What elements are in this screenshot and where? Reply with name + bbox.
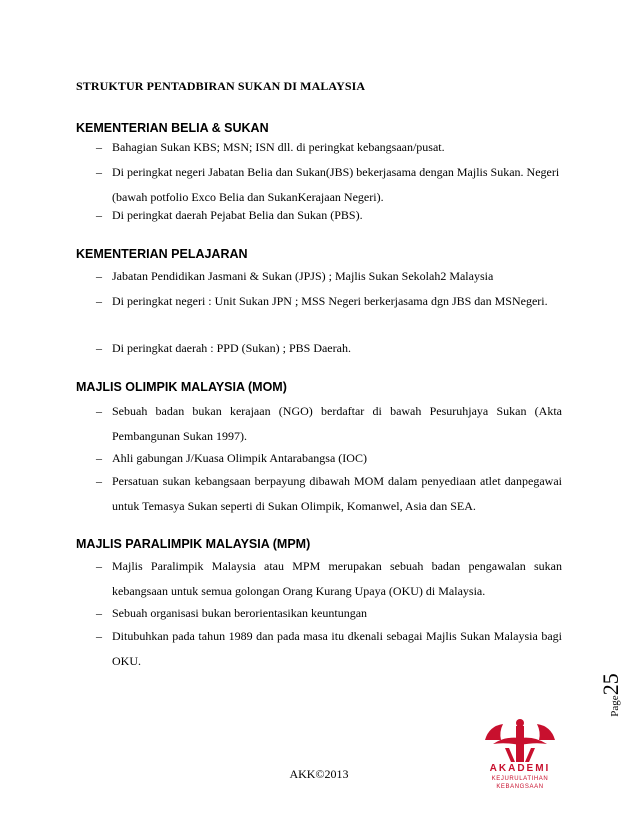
bullet-dash: –: [96, 140, 102, 154]
akademi-logo: [475, 718, 565, 798]
logo-line-3: KEBANGSAAN: [496, 784, 544, 790]
list-item: [96, 624, 562, 673]
list-item: [96, 203, 562, 228]
bullet-dash: –: [96, 269, 102, 283]
list-item-text: Sebuah organisasi bukan berorientasikan keuntungan: [112, 606, 368, 620]
list-item: [96, 446, 562, 471]
list-item-text: Ahli gabungan J/Kuasa Olimpik Antarabangsa (IOC): [112, 451, 367, 465]
bullet-dash: –: [96, 606, 102, 620]
bullet-dash: –: [96, 474, 102, 488]
page-number-value: 25: [598, 673, 623, 696]
list-item-text: Di peringkat daerah Pejabat Belia dan Sukan (PBS).: [112, 208, 363, 222]
list-item: [96, 336, 562, 361]
list-item-text: Bahagian Sukan KBS; MSN; ISN dll. di peringkat kebangsaan/pusat.: [112, 140, 445, 154]
list-item: [96, 264, 562, 289]
list-item-text: Jabatan Pendidikan Jasmani & Sukan (JPJS) ; Majlis Sukan Sekolah2 Malaysia: [112, 269, 494, 283]
section-heading-kbs: KEMENTERIAN BELIA & SUKAN: [76, 121, 269, 135]
bullet-dash: –: [96, 341, 102, 355]
bullet-dash: –: [96, 165, 102, 179]
list-item-text: Di peringkat daerah : PPD (Sukan) ; PBS Daerah.: [112, 341, 351, 355]
list-item-text: Di peringkat negeri : Unit Sukan JPN ; MSS Negeri berkerjasama dgn JBS dan MSNegeri.: [112, 294, 548, 308]
list-item: [96, 601, 562, 626]
list-item: [96, 554, 562, 603]
bullet-dash: –: [96, 559, 102, 573]
section-heading-kp: KEMENTERIAN PELAJARAN: [76, 247, 248, 261]
section-heading-mom: MAJLIS OLIMPIK MALAYSIA (MOM): [76, 380, 287, 394]
list-item-text: Di peringkat negeri Jabatan Belia dan Sukan(JBS) bekerjasama dengan Majlis Sukan. Negeri (bawah potfolio Exco Belia dan SukanKerajaan Negeri).: [112, 165, 560, 204]
list-item-text: Majlis Paralimpik Malaysia atau MPM merupakan sebuah badan pengawalan sukan kebangsaan untuk semua golongan Orang Kurang Upaya (OKU) di Malaysia.: [112, 559, 562, 598]
list-item-text: Ditubuhkan pada tahun 1989 dan pada masa itu dkenali sebagai Majlis Sukan Malaysia bagi OKU.: [112, 629, 562, 668]
list-item: [96, 399, 562, 448]
list-item-text: Sebuah badan bukan kerajaan (NGO) berdaftar di bawah Pesuruhjaya Sukan (Akta Pembangunan Sukan 1997).: [112, 404, 562, 443]
section-heading-mpm: MAJLIS PARALIMPIK MALAYSIA (MPM): [76, 537, 311, 551]
logo-line-1: AKADEMI: [489, 763, 551, 774]
list-item: [96, 469, 562, 518]
bullet-dash: –: [96, 629, 102, 643]
bullet-dash: –: [96, 404, 102, 418]
page-footer: AKK©2013: [289, 767, 349, 781]
list-item: [96, 135, 562, 160]
akademi-logo-emblem: [475, 718, 565, 764]
page-title: STRUKTUR PENTADBIRAN SUKAN DI MALAYSIA: [76, 79, 366, 93]
logo-line-2: KEJURULATIHAN: [491, 776, 549, 782]
list-item: [96, 160, 562, 209]
page-number: [591, 659, 631, 731]
list-item: [96, 289, 562, 314]
list-item-text: Persatuan sukan kebangsaan berpayung dibawah MOM dalam penyediaan atlet danpegawai untuk Temasya Sukan seperti di Sukan Olimpik, Komanwel, Asia dan SEA.: [112, 474, 562, 513]
page-word: Page: [609, 695, 621, 717]
bullet-dash: –: [96, 294, 102, 308]
bullet-dash: –: [96, 208, 102, 222]
bullet-dash: –: [96, 451, 102, 465]
